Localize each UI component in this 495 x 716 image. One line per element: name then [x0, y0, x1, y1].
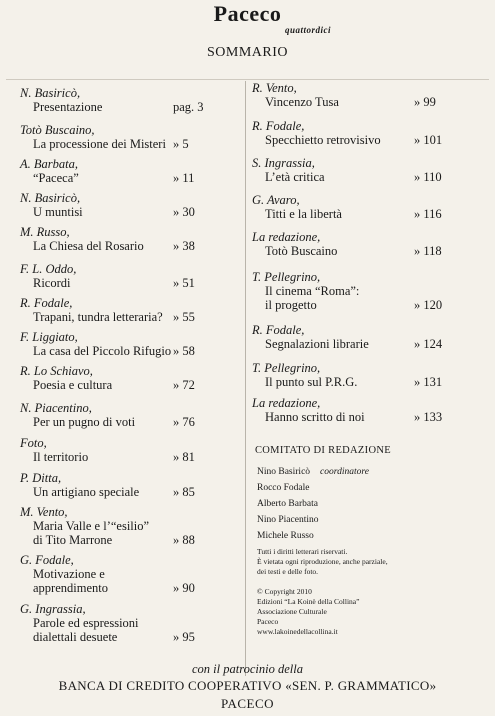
entry-title: Totò Buscaino — [265, 244, 338, 258]
entry-page-number: » 88 — [173, 533, 195, 547]
entry-page-number: » 51 — [173, 276, 195, 290]
toc-entry[interactable] — [20, 505, 245, 547]
entry-title: Hanno scritto di noi — [265, 410, 365, 424]
toc-entry[interactable] — [252, 81, 477, 109]
entry-author: R. Fodale, — [252, 323, 305, 337]
entry-author: R. Fodale, — [20, 296, 73, 310]
website-link[interactable]: www.lakoinedellacollina.it — [257, 627, 338, 636]
entry-author: Foto, — [20, 436, 47, 450]
committee-list — [257, 464, 369, 544]
entry-author: M. Russo, — [20, 225, 70, 239]
toc-entry[interactable] — [252, 396, 477, 424]
entry-author: P. Ditta, — [20, 471, 62, 485]
entry-title: Parole ed espressioni — [33, 616, 139, 630]
entry-title-continued: di Tito Marrone — [33, 533, 113, 547]
column-divider — [245, 81, 246, 676]
entry-author: G. Ingrassia, — [20, 602, 86, 616]
entry-page-number: » 58 — [173, 344, 195, 358]
entry-author: La redazione, — [252, 230, 321, 244]
entry-author: G. Avaro, — [252, 193, 300, 207]
entry-page-number: pag. 3 — [173, 100, 204, 114]
committee-member: Nino Piacentino — [257, 515, 319, 525]
entry-title: Il cinema “Roma”: — [265, 284, 360, 298]
entry-page-number: » 5 — [173, 137, 189, 151]
entry-title: Titti e la libertà — [265, 207, 342, 221]
entry-page-number: » 131 — [414, 375, 443, 389]
entry-title: La Chiesa del Rosario — [33, 239, 144, 253]
sponsor-city: PACECO — [220, 696, 275, 711]
entry-page-number: » 55 — [173, 310, 195, 324]
entry-author: N. Basiricò, — [20, 191, 81, 205]
toc-entry[interactable] — [20, 602, 245, 644]
entry-title: Motivazione e — [33, 567, 105, 581]
entry-page-number: » 99 — [414, 95, 436, 109]
entry-page-number: » 101 — [414, 133, 443, 147]
copyright-block: © Copyright 2010 Edizioni “La Koinè della Collina” Associazione Culturale Paceco www.lakoinedellacollina.it — [257, 587, 360, 636]
entry-title: Segnalazioni librarie — [265, 337, 369, 351]
entry-title: Trapani, tundra letteraria? — [33, 310, 163, 324]
entry-author: F. Liggiato, — [20, 330, 78, 344]
entry-title: Maria Valle e l’“esilio” — [33, 519, 150, 533]
entry-page-number: » 90 — [173, 581, 195, 595]
entry-title: Ricordi — [33, 276, 71, 290]
entry-author: La redazione, — [252, 396, 321, 410]
entry-page-number: » 118 — [414, 244, 442, 258]
toc-entry[interactable] — [20, 86, 245, 114]
toc-entry[interactable] — [252, 119, 477, 147]
entry-page-number: » 11 — [173, 171, 195, 185]
toc-entry[interactable] — [20, 364, 245, 392]
entry-author: R. Fodale, — [252, 119, 305, 133]
issue-subtitle: quattordici — [285, 25, 332, 35]
entry-author: R. Vento, — [252, 81, 297, 95]
toc-entry[interactable] — [20, 330, 245, 358]
entry-title: Poesia e cultura — [33, 378, 113, 392]
entry-author: Totò Buscaino, — [20, 123, 95, 137]
toc-entry[interactable] — [20, 553, 245, 595]
entry-author: A. Barbata, — [20, 157, 78, 171]
header-divider — [6, 79, 489, 80]
entry-title: La casa del Piccolo Rifugio — [33, 344, 172, 358]
entry-title: La processione dei Misteri — [33, 137, 166, 151]
entry-title: Il territorio — [33, 450, 89, 464]
toc-entry[interactable] — [20, 296, 245, 324]
contents-heading: SOMMARIO — [206, 45, 288, 60]
toc-entry[interactable] — [252, 193, 477, 221]
entry-page-number: » 95 — [173, 630, 195, 644]
entry-page-number: » 124 — [414, 337, 443, 351]
toc-entry[interactable] — [20, 471, 245, 499]
entry-title-continued: il progetto — [265, 298, 317, 312]
entry-title: Un artigiano speciale — [33, 485, 140, 499]
toc-entry[interactable] — [20, 401, 245, 429]
entry-title: L’età critica — [265, 170, 325, 184]
entry-author: T. Pellegrino, — [252, 361, 321, 375]
toc-entry[interactable] — [20, 262, 245, 290]
committee-member: Michele Russo — [257, 531, 314, 541]
magazine-title: Paceco — [213, 1, 282, 26]
toc-entry[interactable] — [20, 191, 245, 219]
entry-title-continued: dialettali desuete — [33, 630, 118, 644]
masthead — [0, 1, 495, 35]
entry-title: “Paceca” — [33, 171, 79, 185]
entry-title: Vincenzo Tusa — [265, 95, 339, 109]
entry-page-number: » 76 — [173, 415, 195, 429]
entry-author: N. Piacentino, — [20, 401, 92, 415]
sponsor-bank: BANCA DI CREDITO COOPERATIVO «SEN. P. GRAMMATICO» — [58, 678, 437, 693]
toc-entry[interactable] — [20, 225, 245, 253]
patronage-line: con il patrocinio della — [192, 662, 303, 676]
entry-page-number: » 110 — [414, 170, 442, 184]
entry-author: G. Fodale, — [20, 553, 74, 567]
entry-title: Presentazione — [33, 100, 103, 114]
toc-entry[interactable] — [252, 323, 477, 351]
toc-entry[interactable] — [20, 436, 245, 464]
entry-author: R. Lo Schiavo, — [20, 364, 93, 378]
entry-author: N. Basiricò, — [20, 86, 81, 100]
entry-author: M. Vento, — [20, 505, 68, 519]
entry-title: Il punto sul P.R.G. — [265, 375, 358, 389]
committee-member: Rocco Fodale — [257, 483, 310, 493]
toc-entry[interactable] — [252, 156, 477, 184]
entry-page-number: » 30 — [173, 205, 195, 219]
entry-page-number: » 116 — [414, 207, 442, 221]
entry-title: Per un pugno di voti — [33, 415, 136, 429]
entry-author: F. L. Oddo, — [20, 262, 77, 276]
rights-notice: Tutti i diritti letterari riservati. È vietata ogni riproduzione, anche parziale, dei testi e delle foto. — [257, 547, 388, 576]
entry-title-continued: apprendimento — [33, 581, 108, 595]
committee-member: Nino Basiricò coordinatore — [257, 467, 369, 477]
entry-author: S. Ingrassia, — [252, 156, 315, 170]
committee-member: Alberto Barbata — [257, 499, 318, 509]
entry-page-number: » 85 — [173, 485, 195, 499]
entry-author: T. Pellegrino, — [252, 270, 321, 284]
entry-page-number: » 133 — [414, 410, 443, 424]
entry-page-number: » 38 — [173, 239, 195, 253]
toc-entry[interactable] — [252, 230, 477, 258]
toc-entry[interactable] — [252, 361, 477, 389]
toc-entry[interactable] — [20, 157, 245, 185]
toc-entry[interactable] — [252, 270, 477, 312]
entry-page-number: » 81 — [173, 450, 195, 464]
entry-page-number: » 72 — [173, 378, 195, 392]
toc-entry[interactable] — [20, 123, 245, 151]
entry-page-number: » 120 — [414, 298, 443, 312]
entry-title: U muntisi — [33, 205, 83, 219]
committee-heading: COMITATO DI REDAZIONE — [255, 445, 391, 456]
entry-title: Specchietto retrovisivo — [265, 133, 381, 147]
